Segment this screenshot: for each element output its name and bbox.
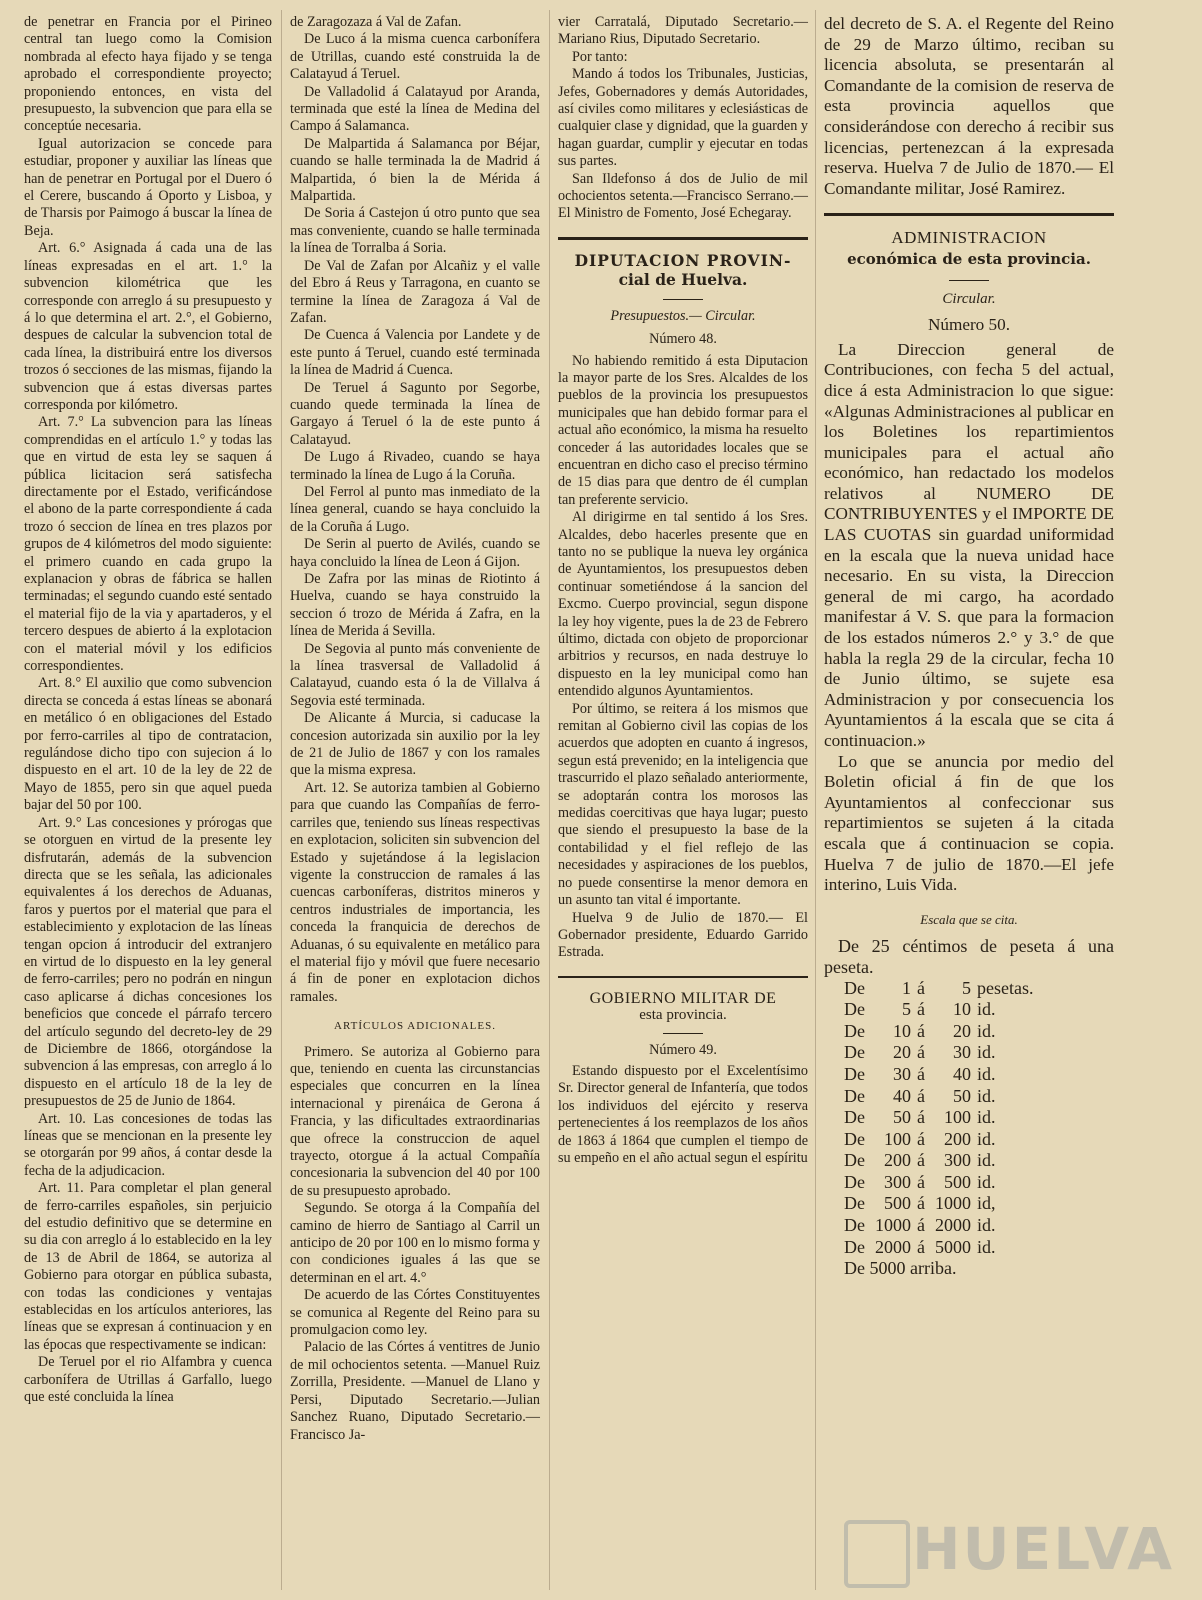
scale-row (844, 999, 1043, 1021)
scale-cell: 50 (893, 1107, 911, 1128)
scale-title: Escala que se cita. (920, 911, 1018, 927)
notice-number: Número 50. (927, 315, 1011, 335)
divider (663, 299, 703, 300)
scale-cell: á (917, 1085, 925, 1106)
archive-watermark: HUELVA (912, 1515, 1175, 1583)
paragraph: vier Carratalá, Diputado Secretario.— Mariano Rius, Diputado Secretario. (558, 14, 808, 48)
paragraph: De Malpartida á Salamanca por Béjar, cuando se halle terminada la de Madrid á Malpartida, ó bien la de Mérida á Malpartida. (290, 135, 540, 205)
paragraph: De Teruel á Sagunto por Segorbe, cuando quede terminada la línea de Gargayo á Teruel ó la de este punto á Calatayud. (290, 379, 540, 448)
scale-cell: á (917, 1150, 925, 1171)
paragraph: Segundo. Se otorga á la Compañía del camino de hierro de Santiago al Carril un anticipo de 20 por 100 en lo mismo forma y con condiciones iguales á las que se determinan en el art. 4.° (290, 1200, 540, 1286)
scale-cell: 5000 (935, 1236, 971, 1257)
scale-cell: De (844, 999, 865, 1020)
paragraph: Estando dispuesto por el Excelentísimo Sr. Director general de Infantería, que todos los individuos del ejército y reserva pertenecientes á los reemplazos de los años de 1863 á 1864 que cumplen el tiempo de su empeño en el año actual segun el espíritu (558, 1062, 808, 1166)
section-subtitle: Circular. (942, 290, 996, 307)
section-heading: cial de Huelva. (618, 270, 748, 290)
paragraph: Igual autorizacion se concede para estudiar, proponer y auxiliar las líneas que han de penetrar en Portugal por el Duero ó el Cerere, buscando á Oporto y Lisboa, y de Tharsis por Paimogo á buscar la línea de Beja. (24, 135, 272, 239)
scale-cell: id. (977, 1128, 996, 1149)
paragraph: de Zaragozaza á Val de Zafan. (290, 14, 462, 30)
scale-cell: 1000 (875, 1215, 911, 1236)
scale-row (844, 1086, 1043, 1108)
paragraph: Art. 6.° Asignada á cada una de las líneas expresadas en el art. 1.° la subvencion kilométrica que les corresponde con arreglo á su presupuesto y á lo que determina el art. 2.°, el Gobierno, despues de calcular la subvencion total de cada línea, la distribuirá entre los diversos trozos ó secciones de las mismas, fijando la subvencion que á estas diversas partes corresponda por kilómetro. (24, 240, 272, 413)
paragraph: Al dirigirme en tal sentido á los Sres. Alcaldes, debo hacerles presente que en tanto no se publique la nueva ley orgánica de Ayuntamientos, los presupuestos deben continuar sometiéndose á la sancion del Excmo. Cuerpo provincial, segun dispone la ley hoy vigente, pues la de 23 de Febrero último, dictada con objeto de proporcionar arbitrios y recursos, en nada destruye lo dispuesto en la ley municipal como han entendido algunos Ayuntamientos. (558, 509, 808, 700)
scale-cell: 20 (893, 1042, 911, 1063)
scale-cell: 300 (884, 1171, 911, 1192)
paragraph: Art. 7.° La subvencion para las líneas comprendidas en el artículo 1.° y todas las que en virtud de esta ley se saquen á pública licitacion será satisfecha directamente por el Estado, verificándose el abono de la parte correspondiente á cada trozo ó seccion de línea en tres plazos por grupos de 4 kilómetros del modo siguiente: el primero cuando en cada grupo la explanacion y obras de fábrica se hallen terminadas; el segundo cuando esté sentado el material fijo de la via y apartaderos, y el tercero despues de abierto á la explotacion con el material móvil y los edificios correspondientes. (24, 414, 272, 675)
scale-row (844, 1064, 1043, 1086)
paragraph: Mando á todos los Tribunales, Justicias, Jefes, Gobernadores y demás Autoridades, así civiles como militares y eclesiásticas de cualquier clase y dignidad, que la guarden y hagan guardar, cumplir y ejecutar en todas sus partes. (558, 66, 808, 170)
scale-cell: 10 (953, 999, 971, 1020)
paragraph: De Valladolid á Calatayud por Aranda, terminada que esté la línea de Medina del Campo á Salamanca. (290, 83, 540, 135)
paragraph: De Alicante á Murcia, si caducase la concesion autorizada sin auxilio por la ley de 21 de Julio de 1867 y con los ramales que la misma expresa. (290, 710, 540, 779)
paragraph: De Teruel por el rio Alfambra y cuenca carbonífera de Utrillas á Garfallo, luego que esté concluida la línea (24, 1354, 272, 1406)
scale-cell: 2000 (875, 1236, 911, 1257)
notice-number: Número 48. (649, 331, 717, 348)
archive-logo (844, 1520, 910, 1588)
scale-cell: á (917, 1236, 925, 1257)
paragraph: No habiendo remitido á esta Diputacion la mayor parte de los Sres. Alcaldes de los pueblos de la provincia los presupuestos municipales que han debido formar para el actual año económico, la misma ha resuelto conceder á las autoridades locales que se encuentran en dicho caso el preciso término de 15 dias para que dentro de él cumplan tan preferente servicio. (558, 352, 808, 508)
section-rule (558, 976, 808, 978)
scale-cell: id. (977, 1171, 996, 1192)
scale-cell: pesetas. (977, 977, 1034, 998)
section-heading: DIPUTACION PROVIN- (574, 250, 792, 270)
paragraph: Art. 10. Las concesiones de todas las líneas que se mencionan en la presente ley se otorgarán por 99 años, á contar desde la fecha de la adjudicacion. (24, 1110, 272, 1179)
scale-cell: id. (977, 1215, 996, 1236)
scale-cell: á (917, 1020, 925, 1041)
scale-cell: 100 (944, 1107, 971, 1128)
scale-row (844, 1129, 1043, 1151)
paragraph: De Cuenca á Valencia por Landete y de este punto á Teruel, cuando esté terminada la línea de Madrid á Cuenca. (290, 327, 540, 379)
divider (949, 280, 989, 281)
scale-cell: De (844, 1215, 865, 1236)
section-heading: esta provincia. (639, 1007, 727, 1024)
scale-row (844, 1215, 1043, 1237)
column-1 (24, 14, 272, 1407)
scale-row (844, 1172, 1043, 1194)
scale-row (844, 1150, 1043, 1172)
paragraph: Art. 12. Se autoriza tambien al Gobierno para que cuando las Compañías de ferro-carriles que, teniendo sus líneas respectivas en explotacion, soliciten sin subvencion del Estado y sujetándose á la legislacion vigente la construccion de ramales á las cuencas carboníferas, distritos mineros y centros industriales de importancia, les conceda la franquicia de derechos de Aduanas, ó su equivalente en metálico para el material fijo y móvil que fuere necesario á fin de poner en explotacion dichos ramales. (290, 779, 540, 1005)
scale-cell: 300 (944, 1150, 971, 1171)
column-divider (281, 10, 282, 1590)
paragraph: de penetrar en Francia por el Pirineo central tan luego como la Comision nombrada al efecto haya fijado y se tenga aprobado el correspondiente proyecto; proponiendo entonces, en vista del presupuesto, la subvencion que para ella se conceptúe necesaria. (24, 14, 272, 135)
scale-cell: 40 (953, 1063, 971, 1084)
scale-cell: De (844, 1107, 865, 1128)
scale-cell: 10 (893, 1020, 911, 1041)
scale-cell: id. (977, 1085, 996, 1106)
scale-cell: á (917, 1215, 925, 1236)
scale-cell: á (917, 1042, 925, 1063)
scale-cell: De (844, 1020, 865, 1041)
scale-row (844, 1193, 1043, 1215)
scale-cell: id. (977, 999, 996, 1020)
section-rule (558, 237, 808, 240)
section-heading: ADMINISTRACION (891, 228, 1047, 248)
paragraph: Por último, se reitera á los mismos que remitan al Gobierno civil las copias de los acuerdos que adopten en cuanto á ingresos, segun está prevenido; en la inteligencia que trascurrido el plazo señalado anteriormente, se adoptarán contra los morosos las medidas coercitivas que haya lugar; puesto que siendo el presupuesto la base de la contabilidad y el fiel reflejo de las necesidades y aspiraciones de los pueblos, no puede consentirse la menor demora en un asunto tan vital é importante. (558, 700, 808, 909)
scale-cell: 500 (884, 1193, 911, 1214)
paragraph: De Zafra por las minas de Riotinto á Huelva, cuando se haya construido la seccion ó trozo de Mérida á Zafra, en la línea de Merida á Sevilla. (290, 571, 540, 640)
scale-cell: id. (977, 1107, 996, 1128)
scale-cell: De (844, 1236, 865, 1257)
scale-cell: á (917, 1107, 925, 1128)
scale-cell: 30 (893, 1063, 911, 1084)
paragraph: Art. 9.° Las concesiones y prórogas que se otorguen en virtud de la presente ley disfrutarán, además de la subvencion directa que se les señala, las adicionales equivalentes á los derechos de Aduanas, faros y puertos por el material que para el establecimiento y explotacion de las líneas tengan opcion á introducir del extranjero en virtud de lo dispuesto en la ley general de ferro-carriles; pero no podrán en ningun caso aplicarse á dichas concesiones los beneficios que concede el párrafo tercero del artículo segundo del decreto-ley de 29 de Diciembre de 1866, otorgándose la subvencion á las empresas, con arreglo á lo dispuesto en el artículo 18 de la ley de presupuestos de 25 de Junio de 1864. (24, 814, 272, 1110)
scale-cell: 1 (902, 977, 911, 998)
column-4 (824, 14, 1114, 1279)
scale-cell: á (917, 1193, 925, 1214)
scale-cell: De (844, 1150, 865, 1171)
paragraph: del decreto de S. A. el Regente del Reino de 29 de Marzo último, reciban su licencia absoluta, se presentarán al Comandante de la comision de reserva de esta provincia aquellos que considerándose con derecho á recibir sus licencias, pertenezcan á la expresada reserva. Huelva 7 de Julio de 1870.— El Comandante militar, José Ramirez. (824, 14, 1114, 198)
scale-cell: á (917, 1128, 925, 1149)
scale-last-row: De 5000 arriba. (844, 1258, 957, 1279)
section-heading: económica de esta provincia. (847, 249, 1091, 268)
paragraph: De Segovia al punto más conveniente de la línea trasversal de Valladolid á Calatayud, cuando esta ó la de Villalva á Segovia esté terminada. (290, 640, 540, 709)
paragraph: Lo que se anuncia por medio del Boletin oficial á fin de que los Ayuntamientos al confeccionar sus repartimientos se sujeten á la citada escala que á continuacion se copia. Huelva 7 de julio de 1870.—El jefe interino, Luis Vida. (824, 751, 1114, 895)
paragraph: Por tanto: (572, 48, 628, 65)
scale-cell: 20 (953, 1020, 971, 1041)
column-divider (815, 10, 816, 1590)
section-subtitle: Presupuestos.— Circular. (610, 307, 756, 324)
scale-row (844, 1237, 1043, 1259)
section-heading: ARTÍCULOS ADICIONALES. (334, 1020, 496, 1033)
scale-cell: De (844, 1063, 865, 1084)
divider (663, 1033, 703, 1034)
scale-cell: 5 (902, 999, 911, 1020)
paragraph: La Direccion general de Contribuciones, con fecha 5 del actual, dice á esta Administracion lo que sigue: «Algunas Administraciones al publicar en los Boletines los repartimientos municipales para el actual año económico, han redactado los modelos relativos al NUMERO DE CONTRIBUYENTES y el IMPORTE DE LAS CUOTAS sin guardad uniformidad en la escala que la nueva unidad hace necesario. En su vista, la Direccion general de mi cargo, ha acordado manifestar á V. S. que para la formacion de los estados números 2.° y 3.° de que habla la regla 29 de la circular, fecha 10 de Junio último, se sujete esa Administracion y por consecuencia los Ayuntamientos á la escala que se cita á continuacion.» (824, 339, 1114, 750)
scale-cell: á (917, 977, 925, 998)
scale-cell: De (844, 1171, 865, 1192)
paragraph: Art. 11. Para completar el plan general de ferro-carriles españoles, sin perjuicio del estudio definitivo que se determine en su dia con arreglo á lo establecido en la ley de 13 de Abril de 1864, se autoriza al Gobierno para otorgar en pública subasta, con todas las condiciones y ventajas establecidas en los artículos anteriores, las líneas que se expresan á continuacion y en las épocas que respectivamente se indican: (24, 1180, 272, 1353)
scale-cell: á (917, 1171, 925, 1192)
scale-cell: 200 (944, 1128, 971, 1149)
scale-cell: á (917, 999, 925, 1020)
paragraph: De Val de Zafan por Alcañiz y el valle del Ebro á Reus y Tarragona, en cuanto se termine la línea de Zaragoza á Val de Zafan. (290, 257, 540, 326)
paragraph: Huelva 9 de Julio de 1870.— El Gobernador presidente, Eduardo Garrido Estrada. (558, 909, 808, 961)
scale-cell: 50 (953, 1085, 971, 1106)
scale-cell: á (917, 1063, 925, 1084)
scale-cell: id. (977, 1042, 996, 1063)
scale-cell: id. (977, 1236, 996, 1257)
scale-cell: 40 (893, 1085, 911, 1106)
paragraph: De Soria á Castejon ú otro punto que sea mas conveniente, cuando se halle terminada la línea de Torralba á Soria. (290, 205, 540, 257)
scale-cell: De (844, 1128, 865, 1149)
section-rule (824, 213, 1114, 216)
notice-number: Número 49. (649, 1041, 717, 1058)
paragraph: Primero. Se autoriza al Gobierno para que, teniendo en cuenta las circunstancias especiales que concurren en la línea internacional y pirenáica de Gerona á Francia, y las dificultades extraordinarias que ofrece la construccion de aquel trayecto, otorgue á la actual Compañía concesionaria la subvencion del 40 por 100 de su presupuesto aprobado. (290, 1043, 540, 1199)
scale-table (844, 978, 1043, 1259)
scale-cell: 100 (884, 1128, 911, 1149)
paragraph: De Luco á la misma cuenca carbonífera de Utrillas, cuando esté construida la de Calatayud á Teruel. (290, 31, 540, 83)
scale-cell: 500 (944, 1171, 971, 1192)
scale-row (844, 978, 1043, 1000)
column-3 (558, 14, 808, 1167)
scale-cell: De (844, 1193, 865, 1214)
paragraph: Del Ferrol al punto mas inmediato de la línea general, cuando se haya concluido la de la Coruña á Lugo. (290, 483, 540, 535)
paragraph: De Lugo á Rivadeo, cuando se haya terminado la línea de Lugo á la Coruña. (290, 449, 540, 483)
paragraph: San Ildefonso á dos de Julio de mil ochocientos setenta.—Francisco Serrano.—El Ministro de Fomento, José Echegaray. (558, 170, 808, 222)
paragraph: Art. 8.° El auxilio que como subvencion directa se conceda á estas líneas se abonará en metálico ó en obligaciones del Estado por ferro-carriles al tipo de contratacion, regulándose dicho tipo con sujecion á lo dispuesto en el art. 10 de la ley de 22 de Mayo de 1855, pero sin que aquel pueda bajar del 50 por 100. (24, 675, 272, 814)
section-heading: GOBIERNO MILITAR DE (589, 989, 777, 1007)
paragraph: Palacio de las Córtes á ventitres de Junio de mil ochocientos setenta. —Manuel Ruiz Zorrilla, Presidente. —Manuel de Llano y Persi, Diputado Secretario.—Julian Sanchez Ruano, Diputado Secretario.—Francisco Ja- (290, 1339, 540, 1443)
scale-cell: De (844, 1042, 865, 1063)
scale-cell: id. (977, 1063, 996, 1084)
scale-cell: 1000 (935, 1193, 971, 1214)
scale-cell: 30 (953, 1042, 971, 1063)
scale-row (844, 1042, 1043, 1064)
scale-cell: 2000 (935, 1215, 971, 1236)
scale-cell: De (844, 977, 865, 998)
scale-cell: id. (977, 1020, 996, 1041)
scale-row (844, 1021, 1043, 1043)
scale-cell: id. (977, 1150, 996, 1171)
paragraph: De Serin al puerto de Avilés, cuando se haya concluido la línea de Leon á Gijon. (290, 536, 540, 570)
scale-row (844, 1107, 1043, 1129)
paragraph: De acuerdo de las Córtes Constituyentes se comunica al Regente del Reino para su promulgacion como ley. (290, 1287, 540, 1339)
scale-intro: De 25 céntimos de peseta á una peseta. (824, 936, 1114, 977)
scale-cell: 200 (884, 1150, 911, 1171)
scale-cell: De (844, 1085, 865, 1106)
scale-cell: 5 (962, 977, 971, 998)
column-divider (549, 10, 550, 1590)
scale-cell: id, (977, 1193, 996, 1214)
column-2 (290, 14, 540, 1444)
